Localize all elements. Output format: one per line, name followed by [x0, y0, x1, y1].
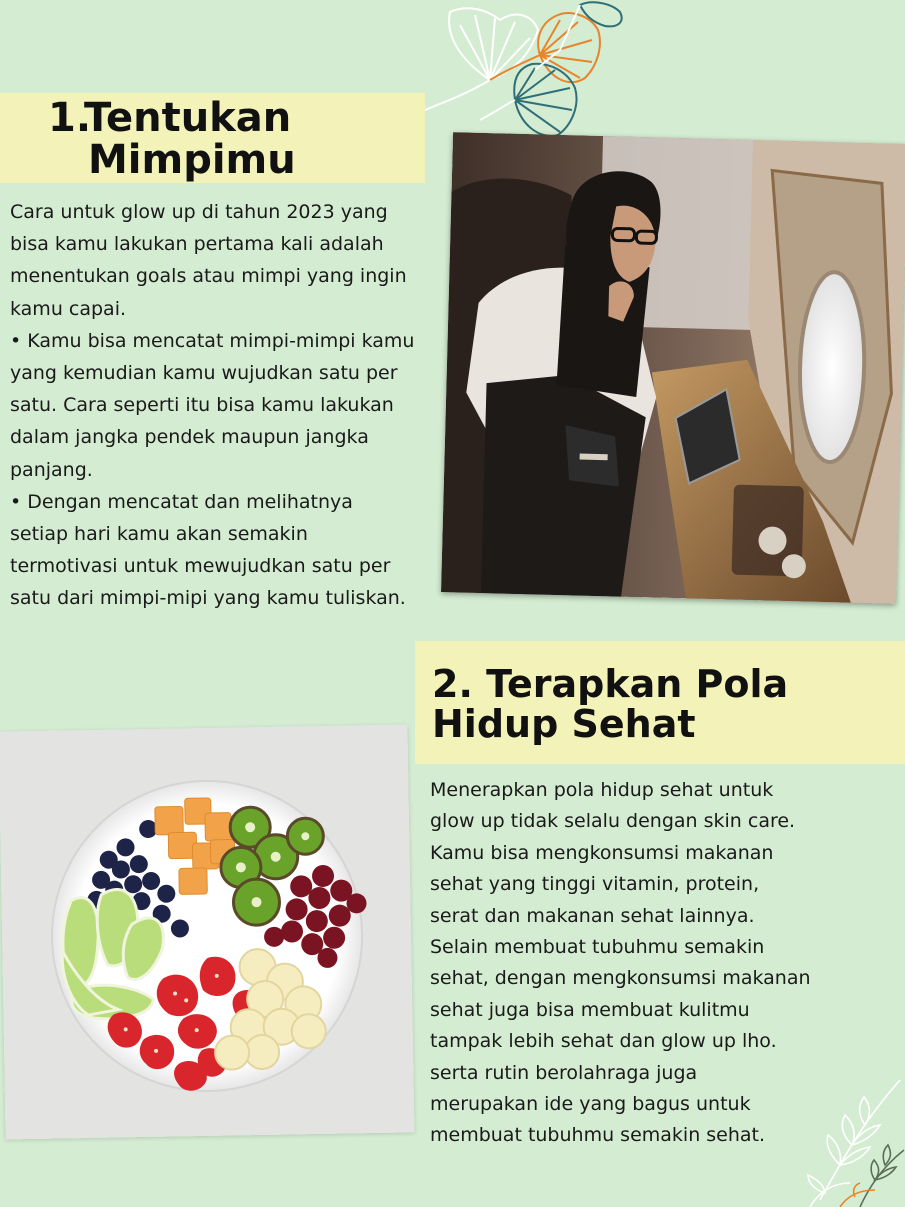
body-line	[430, 838, 870, 869]
underlined-text: yang kemudian kamu wujudkan satu per	[10, 362, 398, 385]
underlined-text: serat dan makanan sehat lainnya.	[430, 904, 755, 927]
line-text: membuat tubuhmu semakin sehat.	[430, 1124, 766, 1147]
line-text: merupakan ide yang bagus untuk	[430, 1093, 751, 1116]
fruit-plate-photo	[0, 724, 415, 1139]
line-text: kamu capai.	[10, 297, 127, 320]
underlined-text: sehat yang tinggi vitamin, protein,	[430, 873, 760, 896]
section1-title	[48, 97, 296, 181]
line-text: glow up tidak selalu dengan skin care.	[430, 810, 796, 833]
body-line	[430, 775, 870, 806]
section2-title-line1: 2. Terapkan Pola	[432, 662, 789, 706]
body-line	[430, 995, 870, 1026]
line-text: serta rutin berolahraga juga	[430, 1061, 698, 1084]
body-line	[430, 1026, 870, 1057]
body-line	[10, 421, 460, 453]
line-text: termotivasi untuk mewujudkan satu per	[10, 555, 391, 578]
body-line	[10, 389, 460, 421]
underlined-text: panjang.	[10, 458, 93, 481]
body-line	[430, 932, 870, 963]
body-line	[10, 196, 460, 228]
line-text: Cara untuk glow up di tahun 2023 yang	[10, 201, 388, 223]
body-line	[10, 486, 460, 518]
body-line	[10, 550, 460, 582]
airplane-photo-illustration	[441, 132, 905, 604]
line-text: Selain membuat tubuhmu semakin	[430, 936, 765, 959]
line-text: tampak lebih sehat dan glow up lho.	[430, 1030, 777, 1053]
underlined-text: satu. Cara seperti itu bisa kamu lakukan	[10, 394, 394, 417]
body-line	[10, 325, 460, 357]
body-line	[10, 293, 460, 325]
section1-number: 1.	[48, 95, 92, 141]
line-text: setiap hari kamu akan semakin	[10, 523, 308, 546]
line-text: sehat juga bisa membuat kulitmu	[430, 998, 750, 1021]
section1-body	[10, 196, 460, 615]
body-line	[430, 869, 870, 900]
body-line	[10, 228, 460, 260]
fern-decoration-bottom	[800, 1065, 905, 1207]
woman-in-airplane-photo	[441, 132, 905, 604]
underlined-text: dalam jangka pendek maupun jangka	[10, 426, 369, 449]
body-line	[430, 806, 870, 837]
line-text: Menerapkan pola hidup sehat untuk	[430, 779, 774, 801]
body-line	[10, 454, 460, 486]
body-line	[430, 901, 870, 932]
section2-title-line2: Hidup Sehat	[432, 702, 696, 746]
line-text: menentukan goals atau mimpi yang ingin	[10, 265, 407, 288]
underlined-text: Kamu bisa mengkonsumsi makanan	[430, 841, 774, 864]
body-line	[10, 518, 460, 550]
body-line	[10, 357, 460, 389]
fruit-plate-illustration	[0, 724, 415, 1139]
body-line	[430, 963, 870, 994]
body-line	[10, 582, 460, 614]
section1-title-line1: Tentukan	[84, 95, 292, 141]
floral-decoration-top	[420, 0, 630, 150]
line-text: satu dari mimpi-mipi yang kamu tuliskan.	[10, 587, 406, 610]
line-text: • Dengan mencatat dan melihatnya	[10, 490, 353, 513]
section1-title-line2: Mimpimu	[88, 137, 296, 183]
body-line	[10, 260, 460, 292]
line-text: sehat, dengan mengkonsumsi makanan	[430, 967, 811, 990]
section2-title	[432, 664, 788, 744]
line-text: bisa kamu lakukan pertama kali adalah	[10, 233, 384, 256]
underlined-text: • Kamu bisa mencatat mimpi-mimpi kamu	[10, 329, 415, 352]
